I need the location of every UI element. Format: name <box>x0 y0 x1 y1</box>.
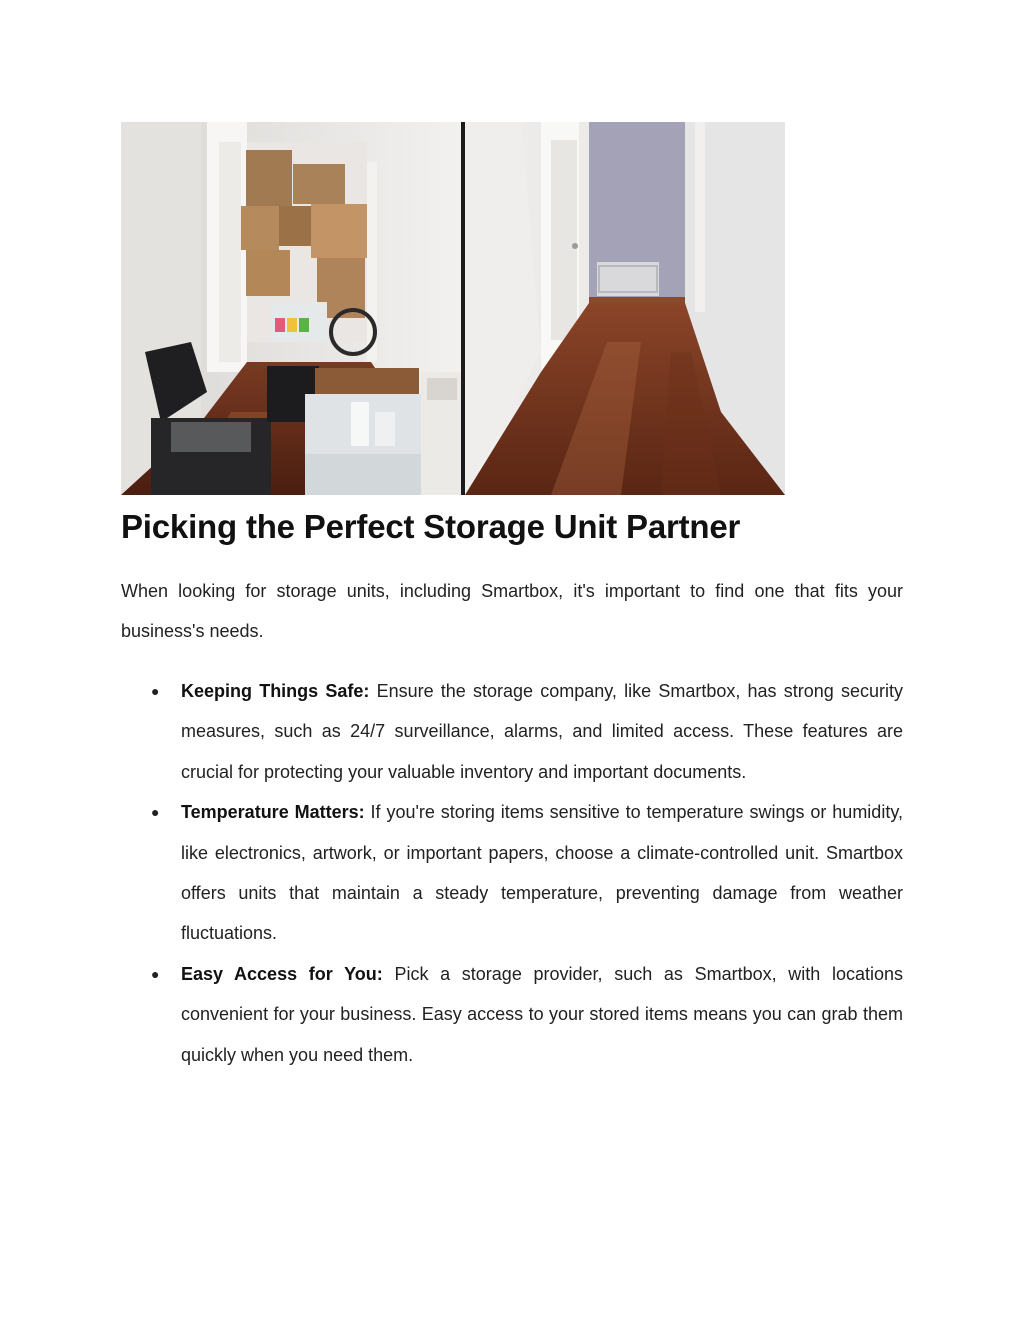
clean-hallway <box>465 122 785 495</box>
list-item-title: Keeping Things Safe: <box>181 681 370 701</box>
list-item <box>121 792 903 954</box>
list-item <box>121 671 903 792</box>
document-page <box>121 122 903 1075</box>
list-item-title: Easy Access for You: <box>181 963 383 984</box>
bullet-icon: ● <box>151 804 160 821</box>
list-item-text: If you're storing items sensitive to temperature swings or humidity, like electronics, artwork, or important papers, choose a climate-controlled unit. Smartbox offers units that maintain a steady temperature, preventing damage from weather fluctuations. <box>181 802 903 944</box>
list-item-title: Temperature Matters: <box>181 802 365 823</box>
page-title: Picking the Perfect Storage Unit Partner <box>121 508 741 545</box>
feature-list <box>121 671 903 1075</box>
bullet-icon: ● <box>151 683 160 699</box>
bullet-icon: ● <box>151 965 160 982</box>
intro-paragraph: When looking for storage units, including Smartbox, it's important to find one that fits your business's needs. <box>121 581 903 641</box>
hallway-before-after-photo <box>121 122 785 495</box>
list-item-text: Pick a storage provider, such as Smartbox, with locations convenient for your business. Easy access to your stored items means you can grab them quickly when you need them. <box>181 963 903 1065</box>
list-item <box>121 954 903 1075</box>
list-item-text: Ensure the storage company, like Smartbox, has strong security measures, such as 24/7 surveillance, alarms, and limited access. These features are crucial for protecting your valuable inventory and important documents. <box>181 681 903 782</box>
cluttered-hallway <box>121 122 461 495</box>
